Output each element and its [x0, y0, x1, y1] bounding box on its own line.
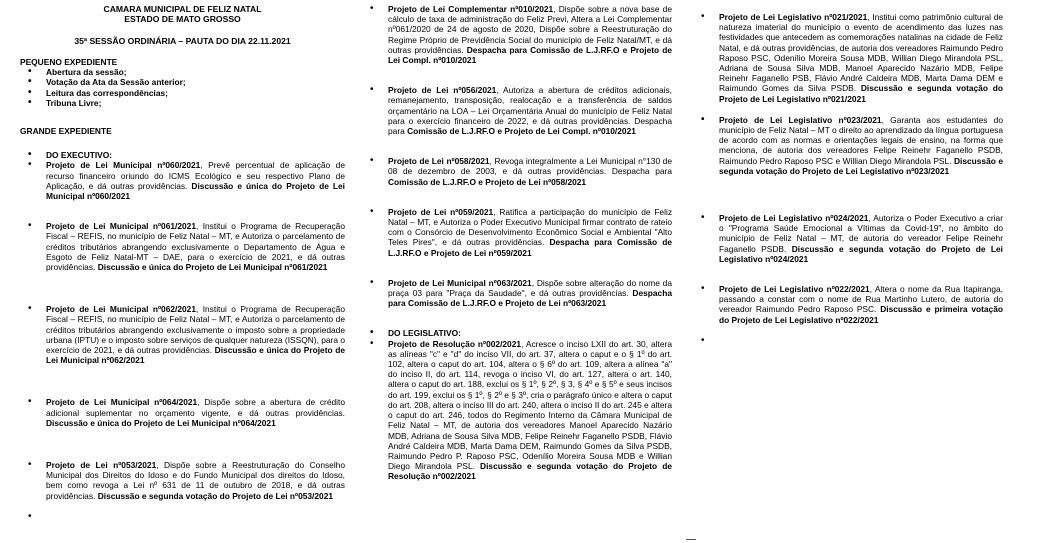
item-title: Projeto de Lei Legislativo nº022/2021: [719, 284, 870, 295]
executivo-list: [20, 150, 345, 501]
column-middle: [362, 4, 672, 482]
item-title: Projeto de Lei Municipal nº063/2021: [388, 277, 532, 288]
item-action: Discussão e única do Projeto de Lei Municipal nº060/2021: [46, 180, 345, 202]
agenda-item: [693, 213, 1003, 264]
item-action: Despacha para Comissão de L.J.RF.O e Projeto de Lei nº059/2021: [388, 237, 672, 258]
item-text: , Institui como patrimônio cultural de natureza imaterial do município o evento de acendimento das luzes nas festividades que antecedem as comemorações natalinas na cidade de Feliz Natal, e dá outras providências, de autoria dos vereadores Raimundo Pedro Raposo PSC, Odenílio Moreira Sousa MDB, Willian Diego Mirandola PSL, Adriana de Sousa Silva MDB, Manoel Aparecido Nazário MDB, Felipe Reinehr Faganello PSB, Flávio André Caldeira MDB, Marta Dama DEM e Raimundo Gomes da Silva PSDB.: [719, 12, 1004, 94]
item-action: Despacha para Comissão de L.J.RF.O e Projeto de Lei nº063/2021: [388, 288, 672, 309]
agenda-item: [362, 278, 672, 309]
pequeno-expediente-list: [20, 67, 345, 108]
agenda-item: [362, 4, 672, 65]
legislativo-list: [693, 12, 1003, 325]
item-text: , Dispõe sobre a nova base de cálculo de taxa de administração do Feliz Previ, Altera a Lei Complementar nº061/2020 de 24 de agosto de 2020, Dispõe sobre a Reestruturação do Regime Próprio de Previdência Social do município de Feliz Natal/MT, e dá outras providências.: [388, 4, 672, 55]
list-item: • Votação da Ata da Sessão anterior;: [20, 77, 345, 87]
agenda-item: [20, 460, 345, 501]
item-title: Projeto de Lei nº059/2021: [388, 206, 494, 217]
item-title: Projeto de Lei Municipal nº062/2021: [46, 304, 196, 315]
column-left: [20, 4, 345, 512]
agenda-item: [362, 85, 672, 136]
item-action: Discussão e segunda votação do Projeto de Lei Legislativo nº021/2021: [719, 83, 1003, 104]
item-text: , Autoriza a abertura de créditos adicionais, remanejamento, transposição, realocação e a transferência de saldos orçamentário na LOA – Lei Orçamentária Anual do município de Feliz Natal para o exercício financeiro de 2022, e dá outras providências. Despacha para: [388, 85, 672, 137]
item-text: , Dispõe sobre alteração do nome da praça 03 para "Praça da Saudade", e dá outras providências.: [388, 277, 672, 299]
page-edge-mark: [686, 539, 696, 540]
item-title: Projeto de Lei Municipal nº060/2021: [46, 160, 201, 171]
grande-expediente-heading: GRANDE EXPEDIENTE: [20, 126, 112, 137]
item-title: Projeto de Lei nº056/2021: [388, 85, 497, 96]
agenda-item: [20, 160, 345, 201]
item-title: Projeto de Lei nº053/2021: [46, 460, 157, 471]
executivo-heading: • DO EXECUTIVO:: [20, 150, 345, 160]
item-action: Despacha para Comissão de L.J.RF.O e Projeto de Lei Compl. nº010/2021: [388, 44, 672, 66]
pequeno-expediente-heading: PEQUENO EXPEDIENTE: [20, 57, 118, 67]
state-name: ESTADO DE MATO GROSSO: [124, 14, 241, 24]
item-title: Projeto de Lei Municipal nº064/2021: [46, 397, 198, 408]
list-item: • Tribuna Livre;: [20, 98, 345, 108]
list-item: • Leitura das correspondências;: [20, 88, 345, 98]
item-action: Discussão e primeira votação do Projeto de Lei Legislativo nº022/2021: [719, 304, 1003, 325]
column-right: [693, 4, 1003, 336]
executivo-list-cont: [362, 4, 672, 482]
item-text: , Altera o nome da Rua Itapiranga, passando a constar com o nome de Rua Martinho Lutero, de autoria do vereador Raimundo Pedro Raposo PSC.: [719, 284, 1003, 315]
item-title: Projeto de Lei Complementar nº010/2021: [388, 4, 554, 14]
item-text: , Acresce o inciso LXII do art. 30, altera as alíneas "c" e "d" do inciso VII, do art. 37, altera o caput e o § 1º do art. 102, altera o caput do art. 104, altera o § 6º do art. 109, altera a alínea "a" do inciso II, do art. 114, revoga o inciso VI, do art. 127, altera o art. 140, altera o caput do art. 188, exclui os § 1º, § 2º, § 3, § 4º e § 5º e seus incisos do art. 199, exclui os § 1º, § 2º e § 3º, cria o parágrafo único e altera o caput do art. 208, altera o inciso III do art. 240, altera o inciso II do art. 245 e altera o caput do art. 246, todos do Regimento Interno da Câmara Municipal de Feliz Natal – MT, de autoria dos vereadores Manoel Aparecido Nazário MDB, Adriana de Sousa Silva MDB, Felipe Reinehr Faganello PSDB, Flávio André Caldeira MDB, Marta Dama DEM, Raimundo Gomes da Silva PSDB, Raimundo Pedro P. Raposo PSC, Odenílio Moreira Sousa MDB e Willian Diego Mirandola PSL.: [388, 338, 672, 472]
agenda-item: [362, 207, 672, 258]
session-title: 35ª SESSÃO ORDINÁRIA – PAUTA DO DIA 22.11.2021: [74, 36, 291, 46]
item-text: , Revoga integralmente a Lei Municipal n°130 de 08 de dezembro de 2003, e dá outras providências. Despacha para: [388, 156, 672, 177]
item-text: , Dispõe sobre a abertura de crédito adicional suplementar no orçamento vigente, e dá outras providências.: [46, 397, 345, 418]
item-title: Projeto de Lei Legislativo nº024/2021: [719, 213, 869, 224]
item-action: Discussão e segunda votação do Projeto de Lei nº053/2021: [97, 490, 334, 501]
agenda-item: [693, 12, 1003, 104]
agenda-item: [20, 221, 345, 272]
item-action: Discussão e segunda votação do Projeto de Resolução nº002/2021: [388, 461, 672, 482]
item-text: , Institui o Programa de Recuperação Fiscal – REFIS, no município de Feliz Natal – MT, e Autoriza o parcelamento de créditos tributários abrangendo exclusivamente o Departamento de Água e Esgoto de Feliz Natal-MT – DAE, para o exercício de 2021, e dá outras providências.: [46, 221, 345, 273]
agenda-item: [362, 156, 672, 187]
item-title: Projeto de Resolução nº002/2021: [388, 338, 522, 349]
item-action: Discussão e segunda votação do Projeto de Lei Legislativo nº024/2021: [719, 243, 1004, 264]
item-text: , Prevê percentual de aplicação de recurso financeiro oriundo do ICMS Ecológico e seu respectivo Plano de Aplicação, e dá outras providências.: [46, 160, 345, 191]
item-text: , Garanta aos estudantes do município de Feliz Natal – MT o direito ao aprendizado da língua portuguesa de acordo com as normas e orientações legais de ensino, na forma que menciona, de autoria dos vereadores Felipe Reinehr Faganello PSDB, Raimundo Pedro Raposo PSC e Willian Diego Mirandola PSL.: [719, 114, 1003, 166]
item-title: Projeto de Lei nº058/2021: [388, 156, 490, 167]
item-title: Projeto de Lei Municipal nº061/2021: [46, 221, 196, 232]
item-action: Discussão e segunda votação do Projeto de Lei Legislativo nº023/2021: [719, 155, 1003, 176]
agenda-item: [693, 284, 1003, 325]
item-text: , Institui o Programa de Recuperação Fiscal – REFIS, no município de Feliz Natal – MT, e Autoriza o parcelamento de créditos tributários abrangendo exclusivamente o imposto sobre a propriedade urbana (IPTU) e o imposto sobre serviços de qualquer natureza (ISSQN), para o exercício de 2021, e dá outras providências.: [46, 304, 345, 356]
item-action: Discussão e única do Projeto de Lei Municipal nº061/2021: [97, 262, 328, 273]
item-title: Projeto de Lei Legislativo nº023/2021: [719, 114, 882, 125]
item-action: Discussão e única do Projeto de Lei Municipal nº064/2021: [46, 417, 276, 428]
item-action: Comissão de L.J.RF.O e Projeto de Lei nº058/2021: [388, 176, 587, 187]
item-title: Projeto de Lei Legislativo nº021/2021: [719, 12, 868, 22]
agenda-item: [362, 339, 672, 482]
agenda-item: [20, 304, 345, 365]
legislativo-heading: • DO LEGISLATIVO:: [362, 328, 672, 338]
item-action: Comissão de L.J.RF.O e Projeto de Lei Compl. nº010/2021: [407, 126, 636, 137]
list-item: • Abertura da sessão;: [20, 67, 345, 77]
agenda-item: [693, 115, 1003, 176]
item-text: , Dispõe sobre a Reestruturação do Conselho Municipal dos Direitos do Idoso e do Fundo Municipal dos direitos do Idoso, bem como revoga a Lei nº 631 de 11 de outubro de 2018, e dá outras providências.: [46, 460, 345, 501]
item-text: , Ratifica a participação do município de Feliz Natal – MT, e Autoriza o Poder Executivo Municipal firmar contrato de rateio com o Consórcio de Desenvolvimento Econômico Social e Ambiental "Alto Teles Pires", e dá outras providências.: [388, 206, 673, 248]
item-text: , Autoriza o Poder Executivo a criar o "Programa Saúde Emocional a Vítimas da Covid-19", no âmbito do município de Feliz Natal – MT, de autoria do vereador Felipe Reinehr Faganello PSDB.: [719, 213, 1003, 254]
item-action: Discussão e única do Projeto de Lei Municipal nº062/2021: [46, 345, 346, 366]
chamber-name: CAMARA MUNICIPAL DE FELIZ NATAL: [103, 4, 262, 14]
agenda-item: [20, 397, 345, 428]
